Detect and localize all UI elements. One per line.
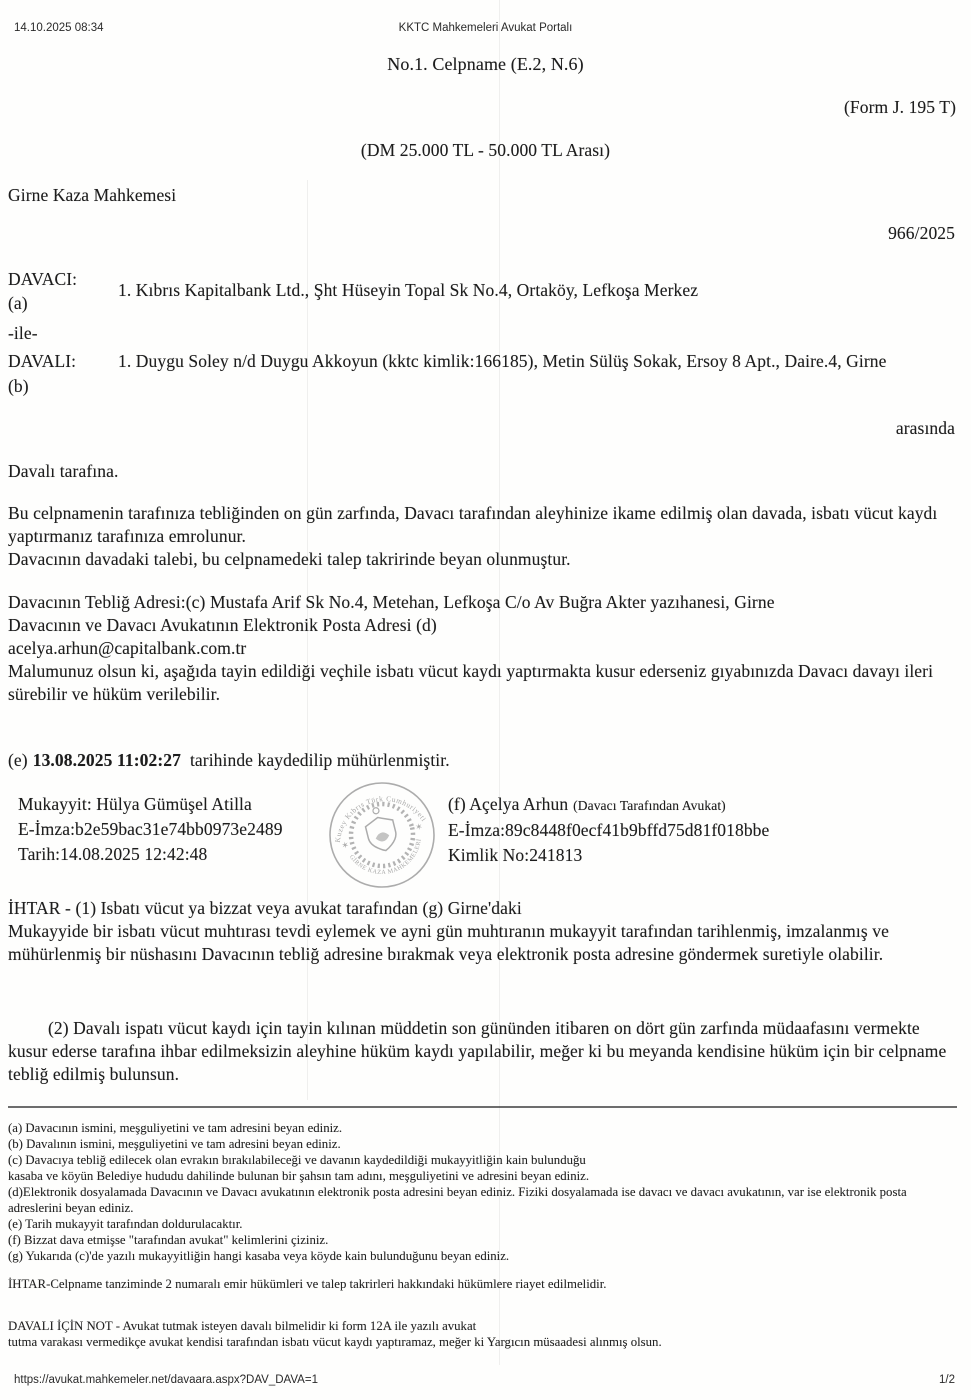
- order-paragraph-text: Bu celpnamenin tarafınıza tebliğinden on gün zarfında, Davacı tarafından aleyhinize ikame edilmiş olan davada, isbatı vücut kaydı yaptırmanız tarafınıza emrolunur.: [8, 503, 938, 546]
- registrar-name: Mukayyit: Hülya Gümüşel Atilla: [18, 794, 252, 814]
- footnote-f: (f) Bizzat dava etmişse "tarafından avukat" kelimlerini çiziniz.: [8, 1233, 329, 1247]
- advocate-role: (Davacı Tarafından Avukat): [573, 798, 726, 813]
- registrar-signature-block: [18, 792, 283, 867]
- advocate-name-line: [448, 792, 769, 818]
- parties-separator: -ile-: [8, 323, 38, 343]
- seal-dove-shape: [375, 831, 391, 843]
- advocate-signature-block: [448, 792, 769, 868]
- defendant-note-line1: DAVALI İÇİN NOT - Avukat tutmak isteyen davalı bilmelidir ki form 12A ile yazılı avukat: [8, 1319, 477, 1333]
- seal-right-star: ✶: [414, 821, 424, 833]
- defendant-note-line2: tutma varakası vermedikçe avukat kendisi tarafından isbatı vücut kaydı yaptıramaz, meğer ki Yargıcın müsaadesi alınmış olsun.: [8, 1335, 662, 1349]
- advocate-esignature: E-İmza:89c8448f0ecf41b9bffd75d81f018bbe: [448, 820, 770, 840]
- print-header-portal-title: KKTC Mahkemeleri Avukat Portalı: [398, 22, 573, 34]
- notice-paragraph: [8, 591, 960, 706]
- email-address-label: Davacının ve Davacı Avukatının Elektronik Posta Adresi (d): [8, 615, 437, 635]
- advocate-id-number: Kimlik No:241813: [448, 845, 583, 865]
- footnote-d: (d)Elektronik dosyalamada Davacının ve Davacı avukatının elektronik posta adresini beyan ediniz. Fiziki dosyalamada ise davacı ve davacı avukatının, var ise elektronik posta adreslerini beyan ediniz.: [8, 1185, 907, 1215]
- defendant-note-block: [8, 1318, 958, 1350]
- court-name: Girne Kaza Mahkemesi: [8, 185, 177, 205]
- seal-bottom-text: GİRNE KAZA MAHKEMELERİ: [347, 838, 423, 877]
- plaintiff-label: DAVACI:: [8, 269, 78, 289]
- registration-line: [8, 749, 450, 772]
- order-paragraph-claim-note: Davacının davadaki talebi, bu celpnamedeki talep takririnde beyan olunmuştur.: [8, 549, 571, 569]
- print-footer-page-indicator: 1/2: [939, 1374, 955, 1386]
- footnotes-block: [8, 1120, 958, 1264]
- registrar-date: Tarih:14.08.2025 12:42:48: [18, 844, 208, 864]
- plaintiff-email: acelya.arhun@capitalbank.com.tr: [8, 638, 247, 658]
- ihtar-1-body: Mukayyide bir isbatı vücut muhtırası tevdi eylemek ve ayni gün muhtıranın mukayyit tarafından tarihlenmiş, imzalanmış ve mühürlenmiş bir nüshasını Davacının tebliğ adresine bırakmak veya elektronik posta adresine göndermek suretiyle olabilir.: [8, 921, 889, 964]
- registrar-esignature: E-İmza:b2e59bac31e74bb0973e2489: [18, 819, 283, 839]
- plaintiff-footnote-ref: (a): [8, 293, 28, 313]
- case-number: 966/2025: [888, 223, 955, 243]
- seal-top-text: Kuzey Kıbrıs Türk Cumhuriyeti: [332, 794, 429, 843]
- footnote-e: (e) Tarih mukayyit tarafından doldurulacaktır.: [8, 1217, 243, 1231]
- footnote-a: (a) Davacının ismini, meşguliyetini ve tam adresini beyan ediniz.: [8, 1121, 343, 1135]
- footnote-b: (b) Davalının ismini, meşguliyetini ve tam adresini beyan ediniz.: [8, 1137, 341, 1151]
- seal-left-star: ✶: [340, 839, 351, 851]
- registration-prefix: (e): [8, 750, 28, 770]
- ihtar-compliance-note: İHTAR-Celpname tanziminde 2 numaralı emir hükümleri ve talep takrirleri hakkındaki hükümlere riayet edilmelidir.: [8, 1277, 607, 1291]
- footnotes-divider: [8, 1106, 957, 1108]
- court-seal-icon: [314, 767, 450, 903]
- svg-text:GİRNE KAZA MAHKEMELERİ: [347, 836, 429, 884]
- between-label: arasında: [895, 418, 955, 438]
- registration-date: 13.08.2025 11:02:27: [32, 750, 181, 770]
- ihtar-1-heading-line: İHTAR - (1) Isbatı vücut ya bizzat veya avukat tarafından (g) Girne'daki: [8, 898, 522, 918]
- defendant-label: DAVALI:: [8, 351, 77, 371]
- plaintiff-name-address: 1. Kıbrıs Kapitalbank Ltd., Şht Hüseyin Topal Sk No.4, Ortaköy, Lefkoşa Merkez: [118, 280, 699, 300]
- ihtar-2-paragraph: (2) Davalı ispatı vücut kaydı için tayin kılınan müddetin son gününden itibaren on dört gün zarfında müdaafasını vermekte kusur ederse tarafına ihbar edilmeksizin aleyhine hüküm kaydı yapılabilir, meğer ki bu meyanda kendisine hüküm için bir celpname tebliğ edilmiş bulunsun.: [8, 1018, 947, 1084]
- default-judgment-warning: Malumunuz olsun ki, aşağıda tayin edildiği veçhile isbatı vücut kaydı yaptırmakta kusur ederseniz gıyabınızda Davacı davayı ileri sürebilir ve hüküm verilebilir.: [8, 661, 934, 704]
- defendant-footnote-ref: (b): [8, 376, 29, 396]
- advocate-name: (f) Açelya Arhun: [448, 794, 569, 814]
- addressee-line: Davalı tarafına.: [8, 461, 119, 481]
- print-header-datetime: 14.10.2025 08:34: [14, 22, 104, 34]
- order-paragraph: [8, 502, 958, 571]
- form-reference: (Form J. 195 T): [843, 97, 956, 117]
- ihtar-1-paragraph: [8, 897, 960, 966]
- footnote-g: (g) Yukarıda (c)'de yazılı mukayyitliğin hangi kasaba veya köyde kain bulunduğunu beyan ediniz.: [8, 1249, 510, 1263]
- print-footer-url: https://avukat.mahkemeler.net/davaara.aspx?DAV_DAVA=1: [14, 1374, 318, 1386]
- plaintiff-service-address: Davacının Tebliğ Adresi:(c) Mustafa Arif Sk No.4, Metehan, Lefkoşa C/o Av Buğra Akter yazıhanesi, Girne: [8, 592, 775, 612]
- registration-suffix: tarihinde kaydedilip mühürlenmiştir.: [189, 750, 450, 770]
- document-title: No.1. Celpname (E.2, N.6): [387, 54, 584, 74]
- court-seal-stamp: [314, 767, 450, 903]
- footnote-c-line2: kasaba ve köyün Belediye hududu dahilinde bulunan bir şahsın tam adını, meşguliyetini ve adresini beyan ediniz.: [8, 1169, 590, 1183]
- footnote-c-line1: (c) Davacıya tebliğ edilecek olan evrakın bırakılabileceği ve davanın kaydedildiği mukayyitliğin kain bulunduğu: [8, 1153, 586, 1167]
- defendant-name-address: 1. Duygu Soley n/d Duygu Akkoyun (kktc kimlik:166185), Metin Sülüş Sokak, Ersoy 8 Apt., Daire.4, Girne: [118, 351, 887, 371]
- claim-amount-range: (DM 25.000 TL - 50.000 TL Arası): [360, 140, 611, 160]
